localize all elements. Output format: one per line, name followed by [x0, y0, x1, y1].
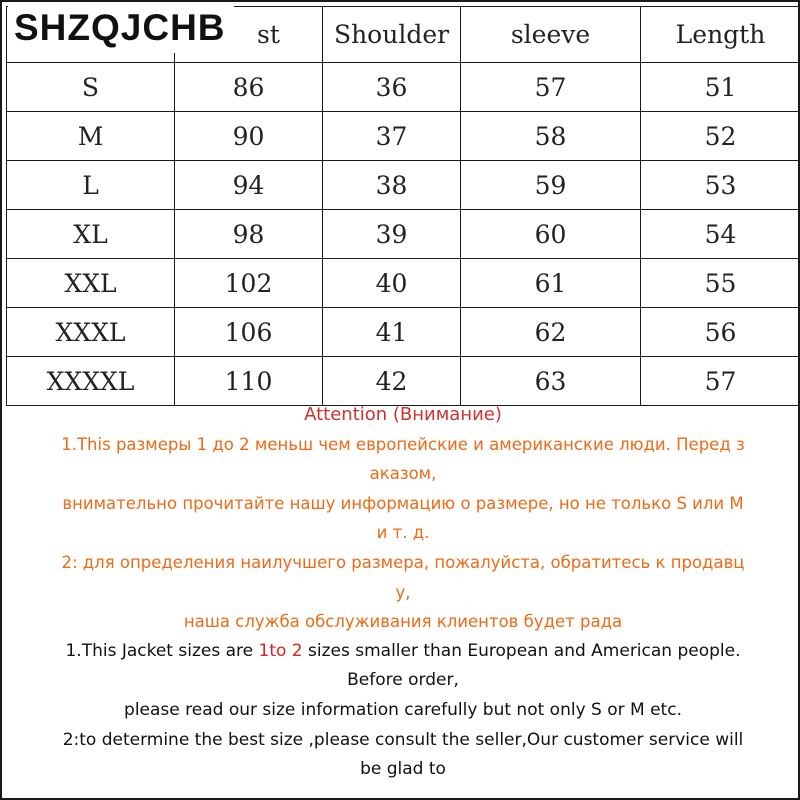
note-en-line: Before order,	[347, 670, 459, 691]
sleeve-cell: 59	[461, 161, 641, 210]
sleeve-cell: 63	[461, 357, 641, 406]
table-row	[7, 112, 800, 161]
length-cell: 52	[641, 112, 800, 161]
table-row	[7, 357, 800, 406]
note-ru-line: наша служба обслуживания клиентов будет рада	[183, 612, 623, 632]
shoulder-cell: 39	[323, 210, 461, 259]
length-cell: 53	[641, 161, 800, 210]
note-en-line: be glad to	[360, 759, 446, 780]
length-cell: 56	[641, 308, 800, 357]
length-cell: 55	[641, 259, 800, 308]
size-cell: S	[7, 63, 175, 112]
size-cell: XL	[7, 210, 175, 259]
bust-cell: 106	[175, 308, 323, 357]
table-row	[7, 259, 800, 308]
note-ru-line: аказом,	[369, 464, 437, 484]
sleeve-cell: 61	[461, 259, 641, 308]
header-bust: st	[175, 7, 323, 63]
note-en-line: please read our size information carefully but not only S or M etc.	[124, 699, 682, 720]
shoulder-cell: 36	[323, 63, 461, 112]
shoulder-cell: 42	[323, 357, 461, 406]
length-cell: 57	[641, 357, 800, 406]
note-ru-line: 2: для определения наилучшего размера, пожалуйста, обратитесь к продавц	[61, 552, 745, 572]
size-notes	[6, 400, 800, 798]
note-en-text: 1.This Jacket sizes are	[65, 640, 259, 661]
bust-cell: 94	[175, 161, 323, 210]
size-cell: XXXL	[7, 308, 175, 357]
attention-title: Attention (Внимание)	[304, 404, 502, 425]
size-cell: M	[7, 112, 175, 161]
size-cell: L	[7, 161, 175, 210]
bust-cell: 110	[175, 357, 323, 406]
header-sleeve: sleeve	[461, 7, 641, 63]
sleeve-cell: 62	[461, 308, 641, 357]
shoulder-cell: 41	[323, 308, 461, 357]
bust-cell: 98	[175, 210, 323, 259]
length-cell: 51	[641, 63, 800, 112]
shoulder-cell: 38	[323, 161, 461, 210]
sleeve-cell: 57	[461, 63, 641, 112]
table-row	[7, 63, 800, 112]
note-ru-line: внимательно прочитайте нашу информацию о размере, но не только S или M	[62, 493, 744, 513]
bust-cell: 90	[175, 112, 323, 161]
bust-cell: 86	[175, 63, 323, 112]
shoulder-cell: 37	[323, 112, 461, 161]
note-ru-line: 1.This размеры 1 до 2 меньш чем европейские и американские люди. Перед з	[61, 434, 745, 454]
sleeve-cell: 58	[461, 112, 641, 161]
sleeve-cell: 60	[461, 210, 641, 259]
note-ru-line: у,	[395, 582, 411, 602]
header-shoulder: Shoulder	[323, 7, 461, 63]
table-row	[7, 308, 800, 357]
header-length: Length	[641, 7, 800, 63]
table-row	[7, 210, 800, 259]
note-en-text: sizes smaller than European and American people.	[302, 640, 741, 661]
brand-watermark: SHZQJCHB	[8, 5, 234, 53]
bust-cell: 102	[175, 259, 323, 308]
length-cell: 54	[641, 210, 800, 259]
size-cell: XXXXL	[7, 357, 175, 406]
note-en-line	[6, 637, 800, 667]
size-table	[6, 6, 800, 406]
size-cell: XXL	[7, 259, 175, 308]
note-en-line: 2:to determine the best size ,please consult the seller,Our customer service will	[62, 729, 744, 750]
note-ru-line: и т. д.	[376, 523, 430, 543]
table-row	[7, 161, 800, 210]
shoulder-cell: 40	[323, 259, 461, 308]
size-difference-highlight: 1to 2	[258, 640, 303, 661]
